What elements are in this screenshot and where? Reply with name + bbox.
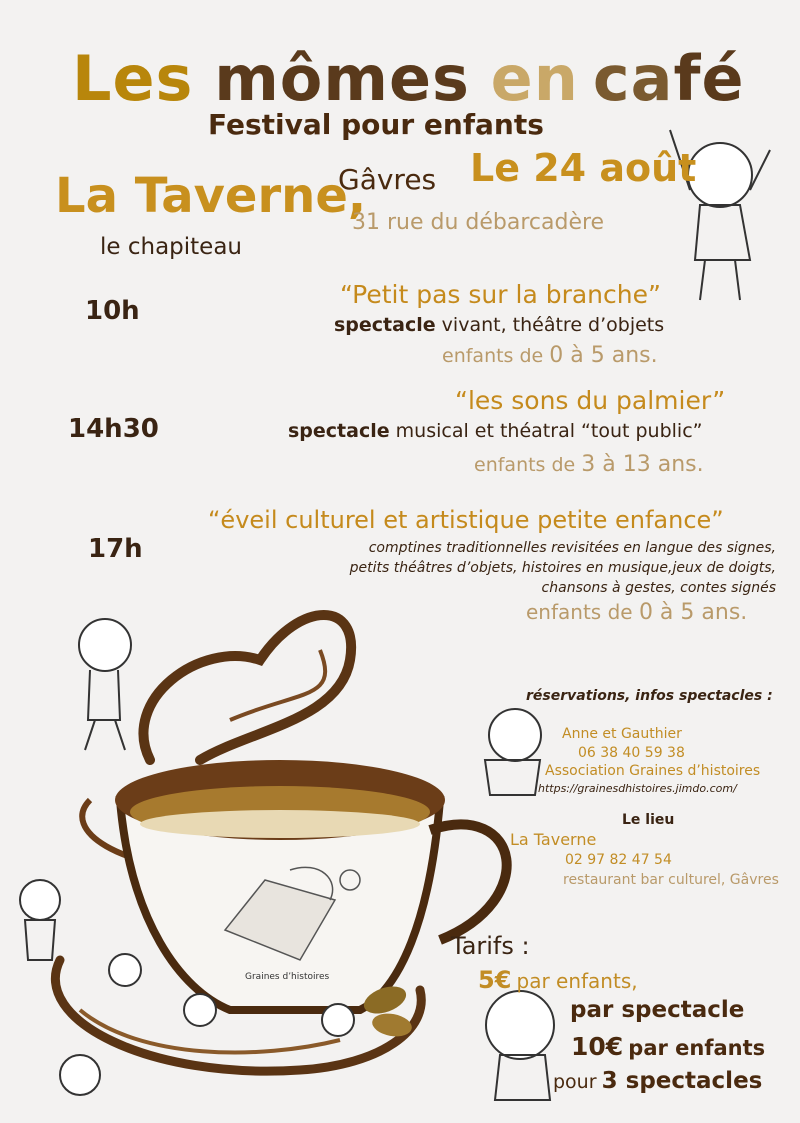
tarifs-line-4-b: 3 spectacles — [601, 1068, 763, 1094]
lieu-phone: 02 97 82 47 54 — [565, 852, 672, 868]
show-desc-2 — [288, 420, 703, 442]
show-desc-2-b: musical et théatral “tout public” — [395, 420, 703, 442]
venue-town: Gâvres — [338, 163, 437, 196]
title-word-1: Les — [72, 42, 194, 115]
show-desc-1-b: vivant, théâtre d’objets — [441, 314, 665, 336]
event-date: Le 24 août — [470, 146, 697, 190]
show-3-line-3: chansons à gestes, contes signés — [541, 580, 776, 596]
reservations-names: Anne et Gauthier — [562, 726, 682, 742]
show-age-2-b: 3 à 13 ans. — [581, 452, 704, 477]
show-time-3: 17h — [88, 534, 143, 564]
lieu-name: La Taverne — [510, 830, 597, 849]
show-age-1-b: 0 à 5 ans. — [549, 343, 658, 368]
poster-title — [72, 42, 745, 115]
show-age-2-a: enfants de — [474, 454, 576, 476]
tarifs-heading: Tarifs : — [451, 932, 530, 960]
show-desc-1-a: spectacle — [334, 314, 436, 336]
kid-doodle-left — [79, 619, 131, 750]
show-desc-1 — [334, 314, 664, 336]
kid-doodle-mid-right — [485, 709, 541, 795]
tarifs-price-2: 10€ — [571, 1032, 624, 1061]
tarifs-line-2: par spectacle — [570, 997, 745, 1023]
show-title-3: “éveil culturel et artistique petite enfance” — [208, 506, 724, 534]
show-title-1: “Petit pas sur la branche” — [340, 280, 661, 309]
logo-caption: Graines d’histoires — [245, 972, 330, 982]
venue-address: 31 rue du débarcadère — [352, 210, 605, 235]
tarifs-price-2-txt: par enfants — [628, 1036, 766, 1060]
kid-doodle-bottom-right — [486, 991, 554, 1100]
show-title-2: “les sons du palmier” — [455, 386, 726, 415]
tarifs-price-1: 5€ — [478, 966, 512, 994]
reservations-url[interactable]: https://grainesdhistoires.jimdo.com/ — [538, 782, 737, 795]
show-3-line-1: comptines traditionnelles revisitées en langue des signes, — [368, 540, 776, 556]
venue-name: La Taverne, — [55, 168, 367, 224]
title-word-4b: fé — [673, 42, 745, 115]
show-age-1 — [442, 343, 658, 368]
show-3-line-2: petits théâtres d’objets, histoires en musique,jeux de doigts, — [349, 560, 776, 576]
tarifs-line-3 — [571, 1032, 765, 1061]
show-age-1-a: enfants de — [442, 345, 544, 367]
title-word-2: mômes — [214, 42, 470, 115]
reservations-heading: réservations, infos spectacles : — [526, 688, 773, 704]
lieu-heading: Le lieu — [622, 812, 675, 828]
tarifs-line-4 — [553, 1068, 762, 1094]
show-age-3-b: 0 à 5 ans. — [638, 600, 748, 625]
title-word-4a: ca — [592, 42, 674, 115]
show-age-3 — [526, 600, 747, 625]
show-lines-3 — [350, 538, 776, 598]
show-age-2 — [474, 452, 704, 477]
show-time-2: 14h30 — [68, 414, 159, 444]
tarifs-line-4-a: pour — [553, 1071, 597, 1093]
show-desc-2-a: spectacle — [288, 420, 390, 442]
venue-sub: le chapiteau — [100, 234, 242, 260]
subtitle: Festival pour enfants — [208, 108, 544, 141]
show-age-3-a: enfants de — [526, 600, 633, 624]
reservations-association: Association Graines d’histoires — [545, 763, 761, 779]
lieu-desc: restaurant bar culturel, Gâvres — [563, 872, 779, 888]
title-word-3: en — [490, 42, 579, 115]
tarifs-price-1-txt: par enfants, — [516, 969, 638, 993]
reservations-phone: 06 38 40 59 38 — [578, 745, 685, 761]
tarifs-line-1 — [478, 966, 638, 994]
show-time-1: 10h — [85, 296, 140, 326]
